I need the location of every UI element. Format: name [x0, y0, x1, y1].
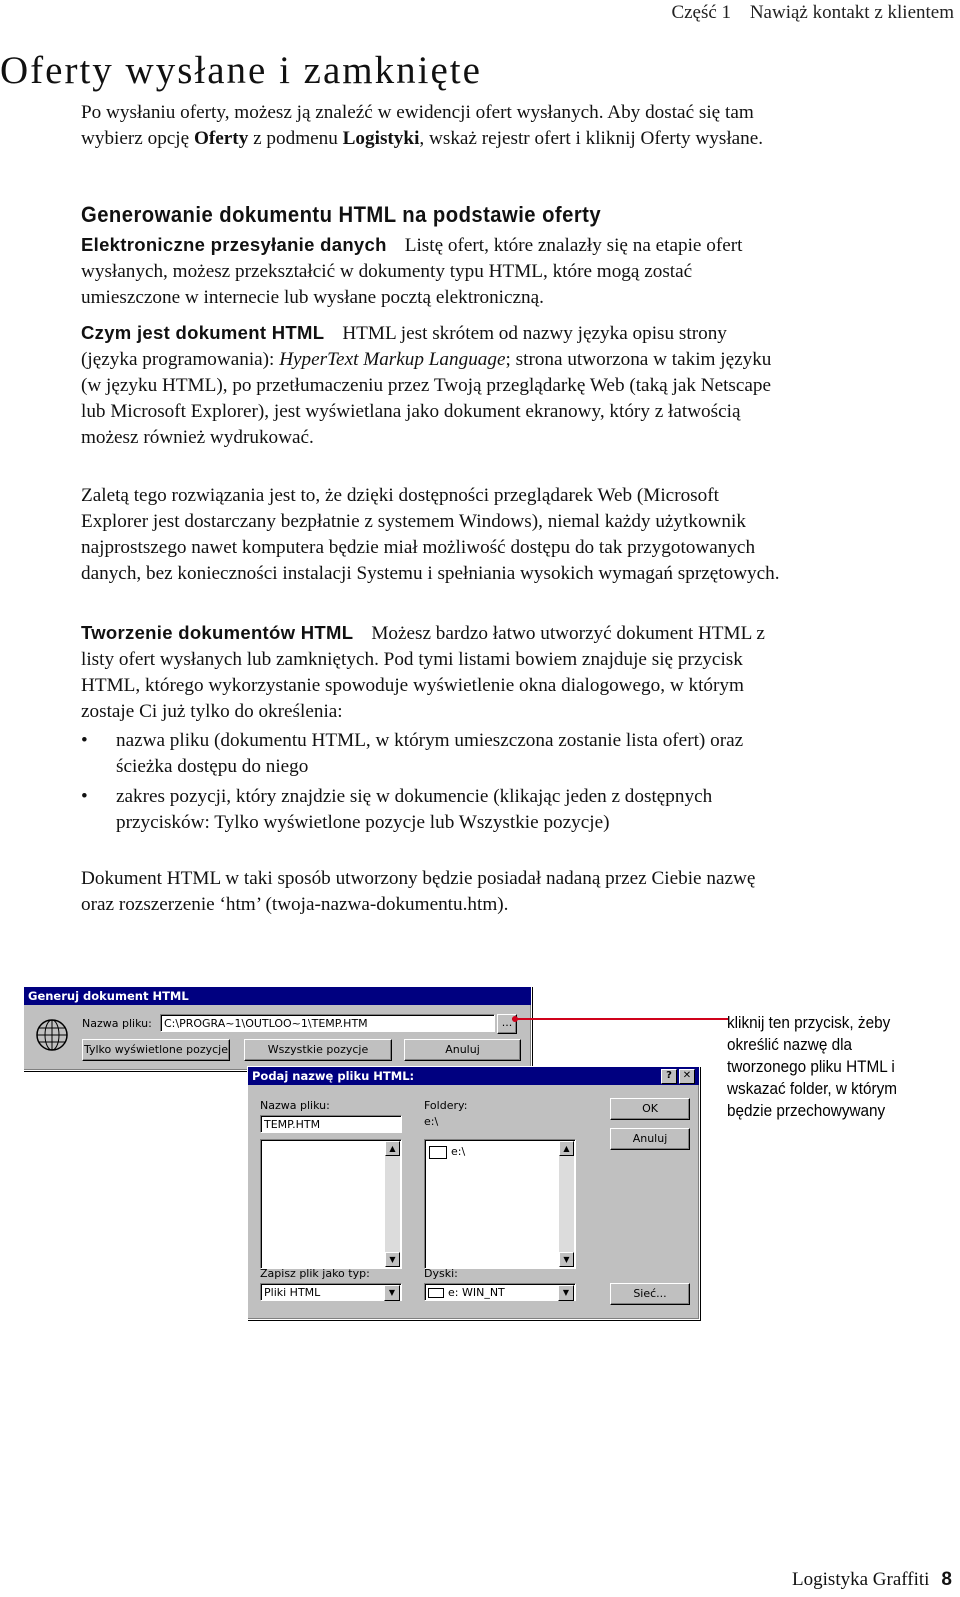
dialog-title: Generuj dokument HTML: [24, 987, 531, 1005]
close-icon[interactable]: ✕: [679, 1069, 695, 1084]
web-globe-icon: [34, 1017, 70, 1053]
intro-text-2: z podmenu: [248, 128, 343, 149]
folder-path: e:\: [424, 1115, 439, 1128]
intro-text-3: , wskaż rejestr ofert i kliknij Oferty wysłane.: [419, 128, 764, 149]
run-in-heading: Tworzenie dokumentów HTML: [81, 622, 354, 643]
visible-items-button[interactable]: Tylko wyświetlone pozycje: [82, 1039, 230, 1061]
paragraph-text: Możesz bardzo łatwo utworzyć dokument HTML z listy ofert wysłanych lub zamkniętych. Pod tymi listami bowiem znajduje się przycisk HTML, którego wykorzystanie spowoduje wyświetlenie okna dialogowego, w którym zostaje Ci już tylko do określenia:: [81, 623, 765, 722]
ok-button[interactable]: OK: [610, 1098, 690, 1120]
intro-text-1: Po wysłaniu oferty, możesz ją znaleźć w ewidencji ofert wysłanych. Aby dostać się tam wybierz opcję: [81, 102, 754, 149]
paragraph-what-is-html: [81, 320, 781, 451]
intro-paragraph: [81, 100, 781, 152]
list-item: [81, 728, 781, 780]
drive-value: e: WIN_NT: [448, 1286, 505, 1299]
paragraph-text: HTML jest skrótem od nazwy języka opisu strony (języka programowania):: [81, 323, 727, 370]
scroll-down-icon[interactable]: ▼: [385, 1252, 400, 1267]
filename-input[interactable]: C:\PROGRA~1\OUTLOO~1\TEMP.HTM: [160, 1014, 495, 1032]
scroll-up-icon[interactable]: ▲: [559, 1141, 574, 1156]
page-footer: [792, 1569, 952, 1591]
paragraph-text: Listę ofert, które znalazły się na etapie ofert wysłanych, możesz przekształcić w dokumenty typu HTML, które mogą zostać umieszczone w internecie lub wysłane pocztą elektroniczną.: [81, 235, 743, 308]
page-title: Oferty wysłane i zamknięte: [0, 49, 482, 92]
filename-input[interactable]: TEMP.HTM: [260, 1115, 402, 1133]
paragraph-electronic: [81, 232, 781, 311]
drives-label: Dyski:: [424, 1267, 458, 1280]
file-list-scrollbar[interactable]: [385, 1141, 400, 1267]
page-number: 8: [941, 1569, 952, 1590]
browse-button[interactable]: ...: [497, 1014, 517, 1034]
file-type-value: Pliki HTML: [264, 1286, 321, 1299]
bullet-list: [81, 728, 781, 840]
bullet-text: nazwa pliku (dokumentu HTML, w którym umieszczona zostanie lista ofert) oraz ścieżka dostępu do niego: [116, 730, 744, 777]
paragraph-result: Dokument HTML w taki sposób utworzony będzie posiadał nadaną przez Ciebie nazwę oraz rozszerzenie ‘htm’ (twoja-nazwa-dokumentu.htm).: [81, 868, 756, 915]
scroll-down-icon[interactable]: ▼: [559, 1252, 574, 1267]
folder-list[interactable]: [424, 1139, 576, 1269]
intro-bold-logistyki: Logistyki: [342, 128, 420, 149]
run-in-heading: Elektroniczne przesyłanie danych: [81, 234, 387, 255]
folder-list-scrollbar[interactable]: [559, 1141, 574, 1267]
folder-item-label: e:\: [451, 1145, 466, 1158]
file-list[interactable]: [260, 1139, 402, 1269]
page-header: [657, 2, 954, 24]
paragraph-advantages: Zaletą tego rozwiązania jest to, że dzięki dostępności przeglądarek Web (Microsoft Explorer jest dostarczany bezpłatnie z systemem Windows), niemal każdy użytkownik najprostszego nawet komputera będzie miał możliwość dostępu do tak przygotowanych danych, bez konieczności instalacji Systemu i spełniania wysokich wymagań sprzętowych.: [81, 485, 780, 584]
generate-html-dialog: [23, 986, 532, 1071]
paragraph-creating: [81, 620, 781, 725]
file-type-label: Zapisz plik jako typ:: [260, 1267, 370, 1280]
cancel-button[interactable]: Anuluj: [404, 1039, 521, 1061]
header-part: Część 1: [671, 2, 732, 23]
run-in-heading: Czym jest dokument HTML: [81, 322, 325, 343]
dialog-title-text: Podaj nazwę pliku HTML:: [252, 1069, 415, 1083]
folders-label: Foldery:: [424, 1099, 468, 1112]
callout-text: kliknij ten przycisk, żeby określić nazwę dla tworzonego pliku HTML i wskazać folder, w którym będzie przechowywany: [727, 1013, 898, 1120]
italic-term: HyperText Markup Language: [279, 349, 506, 370]
folder-icon: [429, 1146, 447, 1159]
filename-label: Nazwa pliku:: [260, 1099, 330, 1112]
cancel-button[interactable]: Anuluj: [610, 1128, 690, 1150]
callout-line: [512, 1014, 728, 1024]
intro-bold-oferty: Oferty: [193, 128, 249, 149]
paragraph-text: ; strona utworzona w takim języku (w języku HTML), po przetłumaczeniu przez Twoją przeglądarkę Web (taką jak Netscape lub Microsoft Explorer), jest wyświetlana jako dokument ekranowy, który z łatwością możesz również wydrukować.: [81, 349, 772, 448]
drive-icon: [428, 1288, 444, 1298]
folder-item[interactable]: [429, 1144, 465, 1160]
drive-select[interactable]: [424, 1283, 576, 1301]
network-button[interactable]: Sieć...: [610, 1283, 690, 1305]
header-section: Nawiąż kontakt z klientem: [749, 2, 954, 23]
file-name-dialog: [247, 1066, 700, 1320]
dialog-title: [248, 1067, 699, 1085]
chevron-down-icon[interactable]: ▼: [384, 1285, 400, 1301]
bullet-text: zakres pozycji, który znajdzie się w dokumencie (klikając jeden z dostępnych przycisków: Tylko wyświetlone pozycje lub Wszystkie pozycje): [116, 786, 713, 833]
section-heading: Generowanie dokumentu HTML na podstawie oferty: [81, 202, 602, 227]
bullet-marker: •: [81, 730, 88, 751]
filename-label: Nazwa pliku:: [82, 1017, 152, 1030]
scroll-up-icon[interactable]: ▲: [385, 1141, 400, 1156]
file-type-select[interactable]: [260, 1283, 402, 1301]
all-items-button[interactable]: Wszystkie pozycje: [244, 1039, 392, 1061]
list-item: [81, 784, 781, 836]
bullet-marker: •: [81, 786, 88, 807]
help-icon[interactable]: ?: [661, 1069, 677, 1084]
chevron-down-icon[interactable]: ▼: [558, 1285, 574, 1301]
footer-book-title: Logistyka Graffiti: [792, 1569, 930, 1590]
